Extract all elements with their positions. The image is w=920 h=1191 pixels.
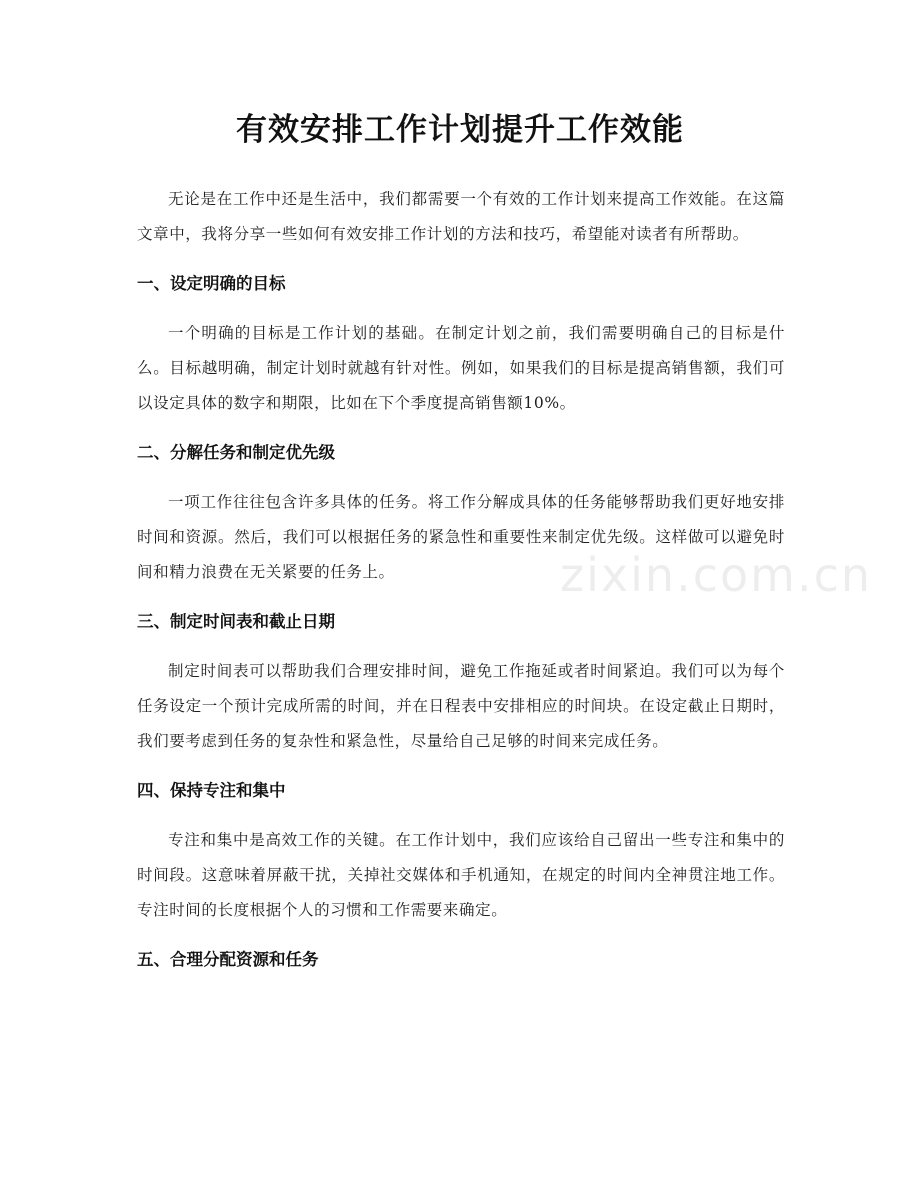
document-body [137, 182, 785, 974]
section-1-heading: 一、设定明确的目标 [137, 274, 286, 293]
section-4-heading: 四、保持专注和集中 [137, 781, 286, 800]
section-1-paragraph: 一个明确的目标是工作计划的基础。在制定计划之前，我们需要明确自己的目标是什么。目标越明确，制定计划时就越有针对性。例如，如果我们的目标是提高销售额，我们可以设定具体的数字和期限，比如在下个季度提高销售额10%。 [137, 324, 785, 412]
section-4-paragraph: 专注和集中是高效工作的关键。在工作计划中，我们应该给自己留出一些专注和集中的时间段。这意味着屏蔽干扰，关掉社交媒体和手机通知，在规定的时间内全神贯注地工作。专注时间的长度根据个人的习惯和工作需要来确定。 [137, 831, 785, 919]
section-3-paragraph: 制定时间表可以帮助我们合理安排时间，避免工作拖延或者时间紧迫。我们可以为每个任务设定一个预计完成所需的时间，并在日程表中安排相应的时间块。在设定截止日期时，我们要考虑到任务的复杂性和紧急性，尽量给自己足够的时间来完成任务。 [137, 662, 785, 750]
document-title: 有效安排工作计划提升工作效能 [236, 112, 684, 148]
section-2-heading: 二、分解任务和制定优先级 [137, 443, 335, 462]
intro-paragraph: 无论是在工作中还是生活中，我们都需要一个有效的工作计划来提高工作效能。在这篇文章中，我将分享一些如何有效安排工作计划的方法和技巧，希望能对读者有所帮助。 [137, 190, 785, 243]
section-5-heading: 五、合理分配资源和任务 [137, 950, 319, 969]
watermark: zixin.com.cn [560, 548, 873, 602]
section-3-heading: 三、制定时间表和截止日期 [137, 612, 335, 631]
section-2-paragraph: 一项工作往往包含许多具体的任务。将工作分解成具体的任务能够帮助我们更好地安排时间和资源。然后，我们可以根据任务的紧急性和重要性来制定优先级。这样做可以避免时间和精力浪费在无关紧要的任务上。 [137, 493, 785, 581]
